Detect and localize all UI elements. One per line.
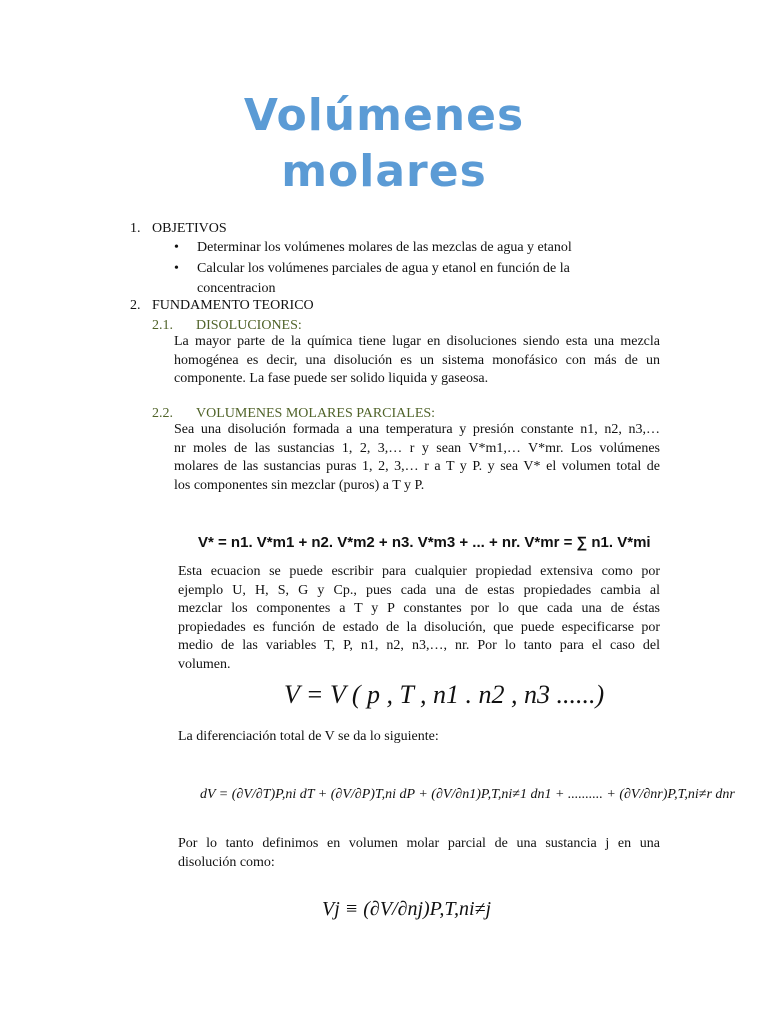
text-line: homogénea es decir, una disolución es un sistema monofásico con más de un: [174, 352, 660, 368]
text-line: Sea una disolución formada a una temperatura y presión constante n1, n2, n3,…: [174, 422, 660, 437]
bullet-icon: •: [174, 240, 179, 255]
differentiation-line: La diferenciación total de V se da lo siguiente:: [178, 729, 439, 744]
objective-1: Determinar los volúmenes molares de las mezclas de agua y etanol: [197, 240, 572, 255]
equation-3-text: dV = (∂V/∂T)P,ni dT + (∂V/∂P)T,ni dP + (∂V/∂n1)P,T,ni≠1 dn1 + .......... + (∂V/∂nr)P,T,ni≠r dnr: [200, 787, 735, 802]
section-2-number: 2.: [130, 298, 141, 313]
section-2-heading: FUNDAMENTO TEORICO: [152, 298, 314, 313]
section-1-number: 1.: [130, 221, 141, 236]
section-1-heading: OBJETIVOS: [152, 221, 227, 236]
text-line: disolución como:: [178, 854, 275, 870]
definition-paragraph: [178, 835, 660, 872]
text-line: Esta ecuacion se puede escribir para cualquier propiedad extensiva como por: [178, 564, 660, 579]
text-line: los componentes sin mezclar (puros) a T y P.: [174, 477, 425, 493]
bullet-icon: •: [174, 261, 179, 276]
text-line: componente. La fase puede ser solido liquida y gaseosa.: [174, 371, 489, 386]
text-line: propiedades es función de estado de la disolución, que puede especificarse por: [178, 619, 660, 635]
disoluciones-paragraph: [174, 333, 660, 389]
subsection-2-2-number: 2.2.: [152, 406, 173, 421]
extensive-property-paragraph: [178, 563, 660, 674]
equation-partial-molar-volume: [322, 898, 491, 921]
objective-2: Calcular los volúmenes parciales de agua y etanol en función de la: [197, 261, 570, 276]
document-title: [0, 88, 768, 200]
text-line: La mayor parte de la química tiene lugar en disoluciones siendo esta una mezcla: [174, 334, 660, 349]
volumenes-paragraph: [174, 421, 660, 495]
subsection-2-2-heading: VOLUMENES MOLARES PARCIALES:: [196, 406, 436, 421]
text-line: volumen.: [178, 656, 231, 672]
equation-total-volume: [198, 534, 651, 551]
equation-total-differential: [200, 787, 735, 803]
text-line: nr moles de las sustancias 1, 2, 3,… r y sean V*m1,… V*mr. Los volúmenes: [174, 440, 660, 456]
subsection-2-1-number: 2.1.: [152, 318, 173, 333]
equation-2-text: V = V ( p , T , n1 . n2 , n3 ......): [284, 680, 605, 709]
equation-volume-function: [284, 680, 604, 710]
title-line-2: molares: [281, 146, 487, 197]
objective-2-cont: concentracion: [197, 281, 276, 296]
text-line: medio de las variables T, P, n1, n2, n3,…, nr. Por lo tanto para el caso del: [178, 638, 660, 653]
text-line: ejemplo U, H, S, G y Cp., pues cada una de estas propiedades cambia al: [178, 582, 660, 598]
equation-4-text: Vj ≡ (∂V/∂nj)P,T,ni≠j: [322, 898, 492, 920]
title-line-1: Volúmenes: [243, 90, 525, 141]
text-line: mezclar los componentes a T y P constantes por lo que cada una de éstas: [178, 601, 660, 616]
text-line: molares de las sustancias puras 1, 2, 3,… r a T y P. y sea V* el volumen total de: [174, 459, 660, 474]
subsection-2-1-heading: DISOLUCIONES:: [196, 318, 302, 333]
text-line: Por lo tanto definimos en volumen molar parcial de una sustancia j en una: [178, 836, 660, 851]
equation-1-text: V* = n1. V*m1 + n2. V*m2 + n3. V*m3 + ... + nr. V*mr = ∑ n1. V*mi: [198, 534, 651, 551]
